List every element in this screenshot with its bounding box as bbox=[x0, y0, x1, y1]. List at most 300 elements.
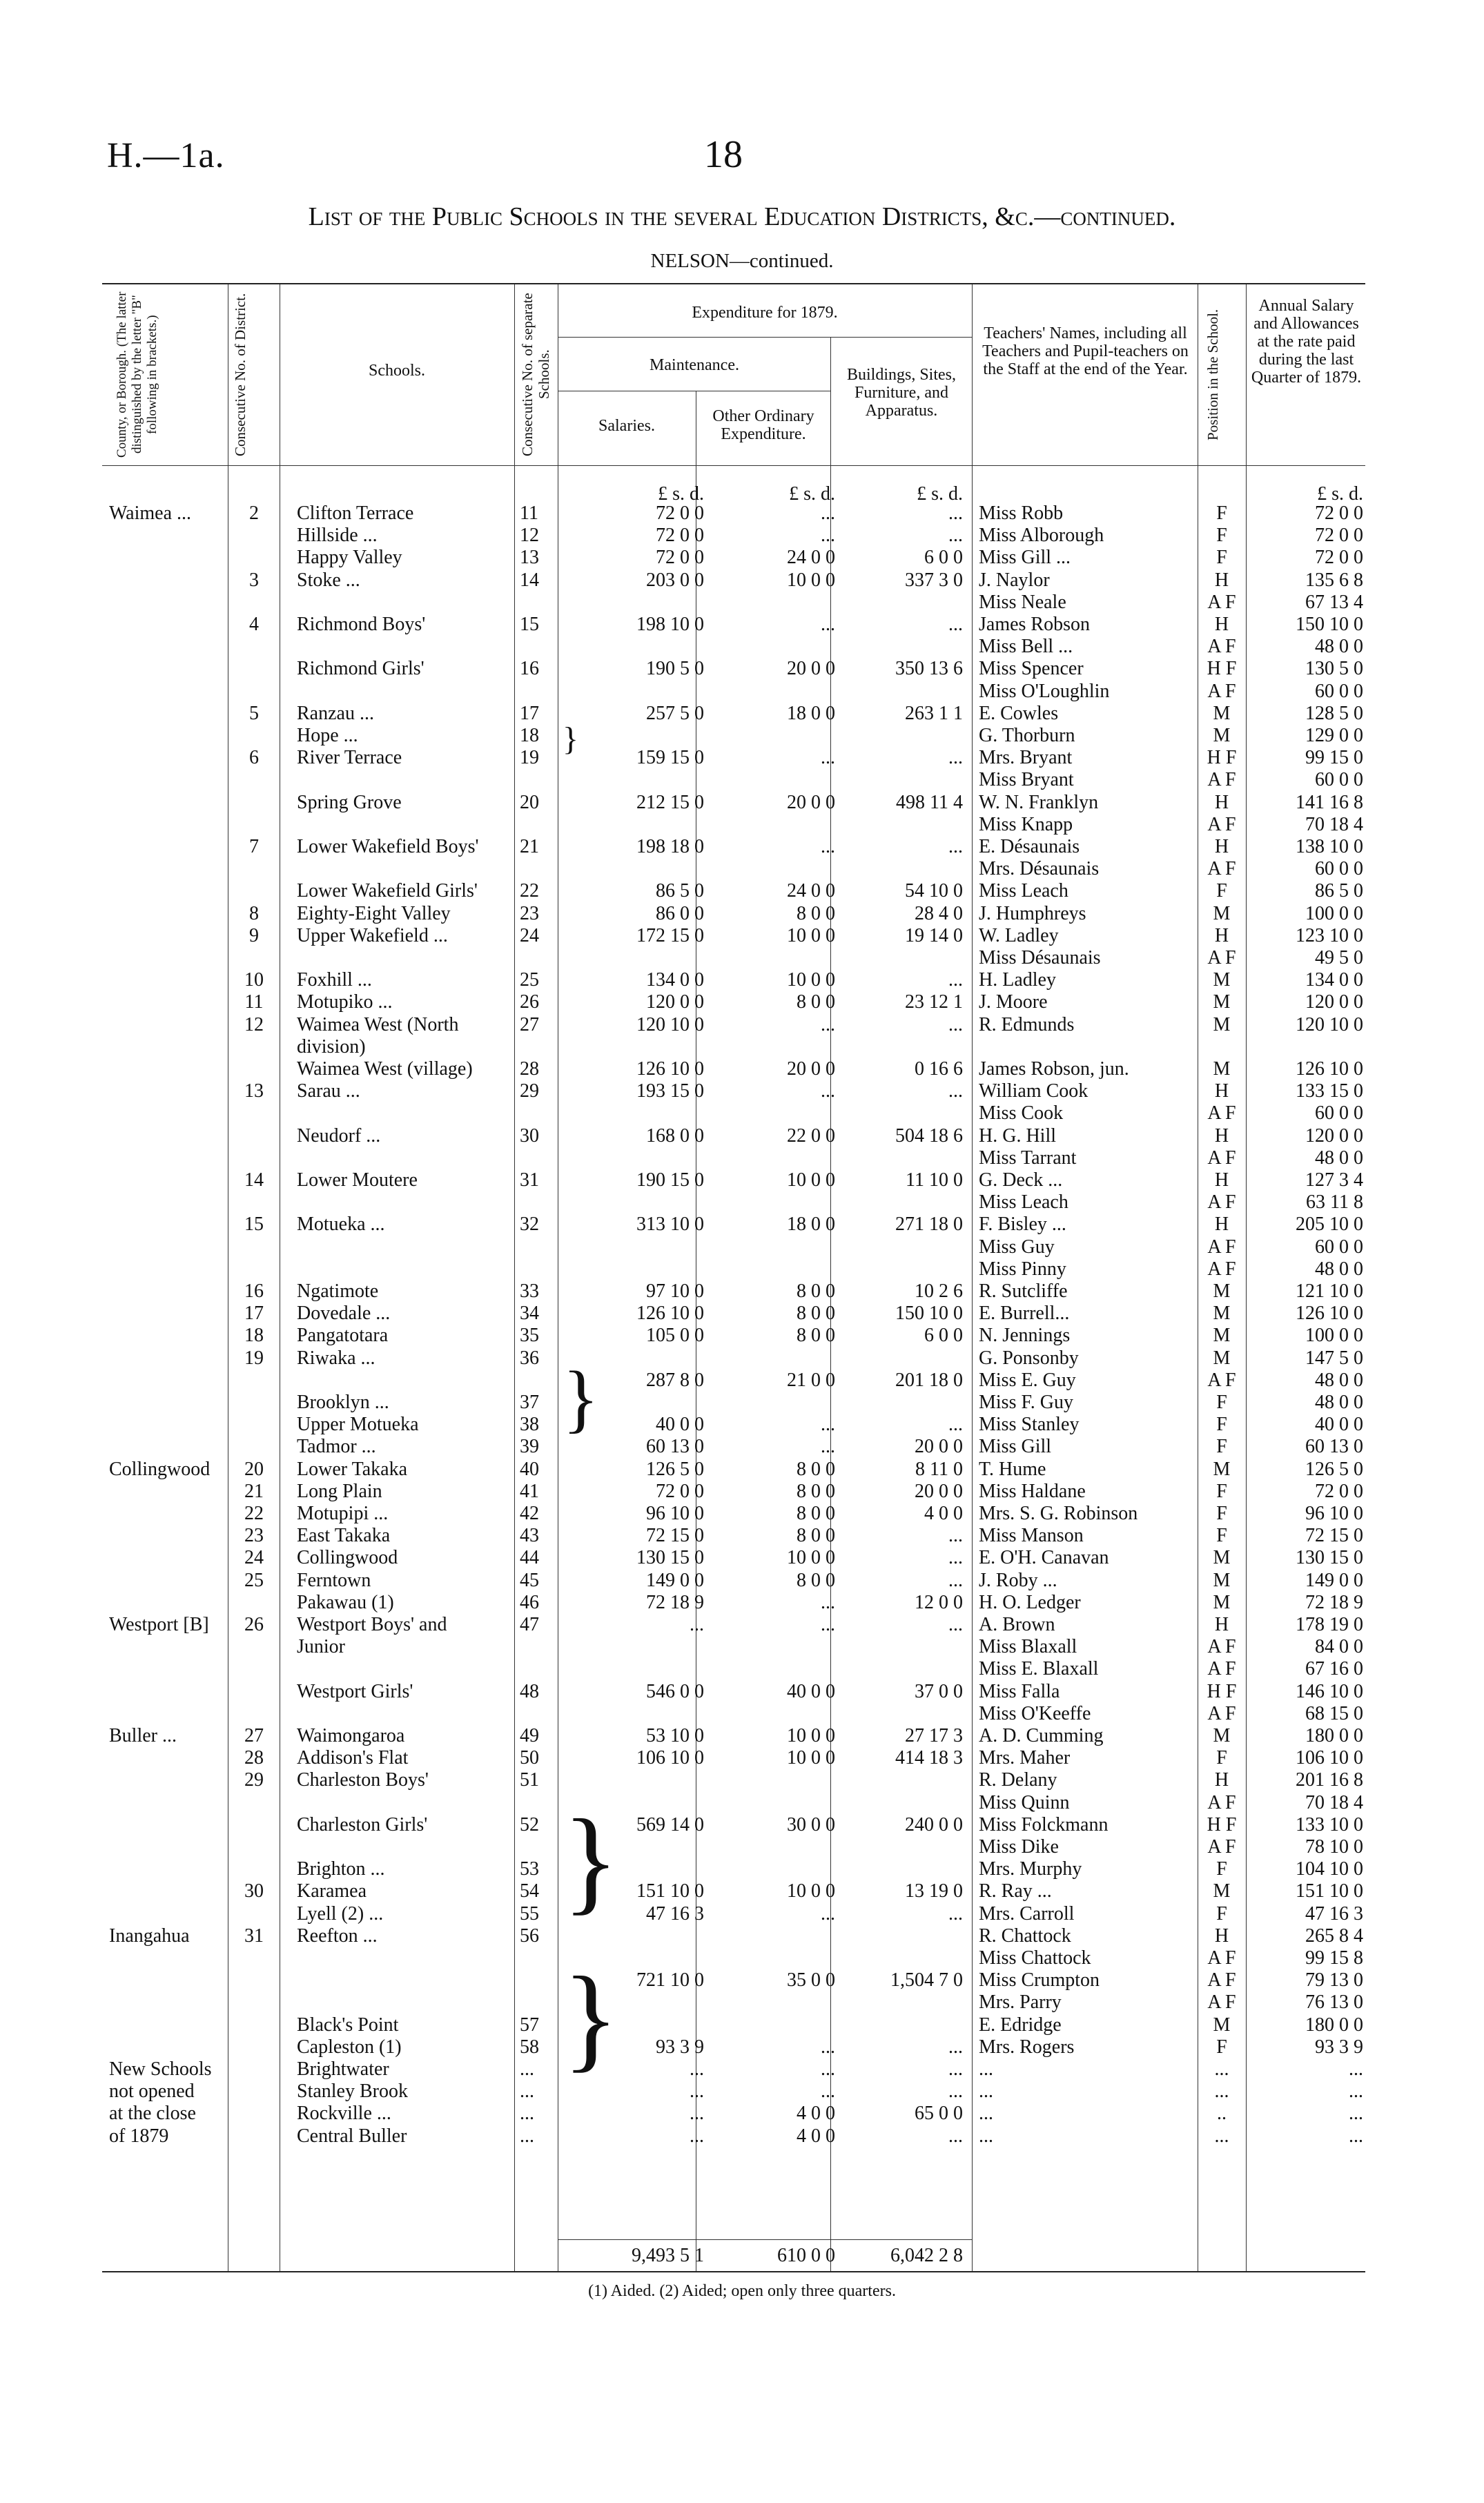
teacher-name-cell: Mrs. Désaunais bbox=[979, 858, 1100, 880]
annual-salary-cell: 60 0 0 bbox=[1315, 858, 1363, 880]
school-name-cell: Lower Wakefield Boys' bbox=[297, 836, 479, 857]
other-expenditure-cell: ... bbox=[821, 2058, 835, 2080]
district-no-cell: 25 bbox=[244, 1569, 264, 1591]
table-row bbox=[0, 1814, 1484, 1836]
other-expenditure-cell: ... bbox=[821, 836, 835, 857]
header-separate-no: Consecutive No. of separate Schools. bbox=[519, 293, 552, 456]
annual-salary-cell: 106 10 0 bbox=[1296, 1747, 1363, 1769]
table-row bbox=[0, 1169, 1484, 1191]
position-cell: A F bbox=[1207, 947, 1236, 968]
position-cell: M bbox=[1213, 1325, 1231, 1347]
table-row bbox=[0, 814, 1484, 836]
salaries-cell: 72 0 0 bbox=[656, 547, 704, 569]
salaries-cell: 60 13 0 bbox=[646, 1436, 704, 1458]
district-no-cell: 14 bbox=[244, 1169, 264, 1191]
teacher-name-cell: ... bbox=[979, 2125, 993, 2147]
county-cell: New Schools bbox=[109, 2058, 212, 2080]
annual-salary-cell: 126 5 0 bbox=[1305, 1458, 1363, 1480]
school-name-cell: division) bbox=[297, 1035, 366, 1058]
school-name-cell: Motueka ... bbox=[297, 1214, 385, 1236]
buildings-cell: 337 3 0 bbox=[905, 569, 963, 591]
header-annual: Annual Salary and Allowances at the rate paid during the last Quarter of 1879. bbox=[1251, 297, 1362, 387]
teacher-name-cell: F. Bisley ... bbox=[979, 1214, 1066, 1236]
other-expenditure-cell: ... bbox=[821, 525, 835, 547]
teacher-name-cell: Mrs. Rogers bbox=[979, 2036, 1075, 2058]
table-row bbox=[0, 525, 1484, 547]
table-row bbox=[0, 636, 1484, 658]
annual-salary-cell: 67 16 0 bbox=[1305, 1658, 1363, 1680]
teacher-name-cell: E. Edridge bbox=[979, 2014, 1062, 2036]
table-row bbox=[0, 1125, 1484, 1147]
brace-riwaka-brooklyn: } bbox=[563, 1356, 599, 1440]
other-expenditure-cell: 18 0 0 bbox=[787, 1214, 835, 1236]
salaries-cell: 72 15 0 bbox=[646, 1525, 704, 1547]
annual-salary-cell: 84 0 0 bbox=[1315, 1636, 1363, 1658]
district-no-cell: 19 bbox=[244, 1347, 264, 1369]
table-row bbox=[0, 1392, 1484, 1414]
annual-salary-cell: 79 13 0 bbox=[1305, 1969, 1363, 1991]
annual-salary-cell: 67 13 4 bbox=[1305, 591, 1363, 613]
annual-salary-cell: 60 13 0 bbox=[1305, 1436, 1363, 1458]
separate-no-cell: 27 bbox=[520, 1013, 539, 1035]
table-row bbox=[0, 1681, 1484, 1703]
school-name-cell: Motupiko ... bbox=[297, 991, 393, 1013]
annual-salary-cell: 78 10 0 bbox=[1305, 1836, 1363, 1858]
table-row bbox=[0, 1769, 1484, 1791]
teacher-name-cell: Miss Leach bbox=[979, 1191, 1068, 1214]
annual-salary-cell: 100 0 0 bbox=[1305, 1325, 1363, 1347]
annual-salary-cell: 72 0 0 bbox=[1315, 503, 1363, 524]
separate-no-cell: ... bbox=[520, 2081, 534, 2103]
buildings-cell: ... bbox=[948, 2058, 963, 2080]
separate-no-cell: 14 bbox=[520, 569, 539, 591]
school-name-cell: Lyell (2) ... bbox=[297, 1902, 384, 1925]
position-cell: M bbox=[1213, 1347, 1231, 1369]
teacher-name-cell: Miss Leach bbox=[979, 880, 1068, 902]
district-no-cell: 23 bbox=[244, 1525, 264, 1547]
teacher-name-cell: R. Edmunds bbox=[979, 1013, 1075, 1035]
district-no-cell: 10 bbox=[244, 969, 264, 991]
page-subtitle: NELSON—continued. bbox=[650, 250, 834, 272]
other-expenditure-cell: ... bbox=[821, 1436, 835, 1458]
table-row bbox=[0, 703, 1484, 725]
position-cell: M bbox=[1213, 1725, 1231, 1746]
teacher-name-cell: Mrs. Parry bbox=[979, 1991, 1062, 2014]
school-name-cell: Waimea West (village) bbox=[297, 1058, 473, 1080]
other-expenditure-cell: 21 0 0 bbox=[787, 1369, 835, 1391]
header-schools: Schools. bbox=[368, 362, 425, 380]
salaries-cell: 159 15 0 bbox=[636, 747, 704, 769]
other-expenditure-cell: 8 0 0 bbox=[797, 902, 835, 924]
teacher-name-cell: Miss Robb bbox=[979, 503, 1064, 524]
annual-salary-cell: 60 0 0 bbox=[1315, 680, 1363, 702]
table-row bbox=[0, 1703, 1484, 1725]
position-cell: F bbox=[1216, 503, 1227, 524]
school-name-cell: Ngatimote bbox=[297, 1280, 379, 1302]
salaries-cell: 120 10 0 bbox=[636, 1013, 704, 1035]
separate-no-cell: ... bbox=[520, 2125, 534, 2147]
table-bottom-rule bbox=[102, 2271, 1365, 2272]
annual-salary-cell: 40 0 0 bbox=[1315, 1414, 1363, 1436]
position-cell: ... bbox=[1214, 2081, 1229, 2103]
position-cell: F bbox=[1216, 525, 1227, 547]
salaries-cell: 40 0 0 bbox=[656, 1414, 704, 1436]
buildings-cell: ... bbox=[948, 1080, 963, 1102]
teacher-name-cell: Miss Falla bbox=[979, 1680, 1060, 1702]
other-expenditure-cell: ... bbox=[821, 1080, 835, 1102]
teacher-name-cell: James Robson, jun. bbox=[979, 1058, 1129, 1080]
teacher-name-cell: G. Thorburn bbox=[979, 725, 1075, 746]
table-row bbox=[0, 1503, 1484, 1525]
header-teachers: Teachers' Names, including all Teachers and Pupil-teachers on the Staff at the end of the Year. bbox=[982, 324, 1189, 378]
buildings-cell: 10 2 6 bbox=[915, 1280, 963, 1302]
separate-no-cell: 53 bbox=[520, 1858, 539, 1880]
position-cell: A F bbox=[1207, 813, 1236, 835]
school-name-cell: River Terrace bbox=[297, 747, 402, 769]
position-cell: H bbox=[1214, 614, 1229, 635]
teacher-name-cell: R. Delany bbox=[979, 1769, 1057, 1791]
separate-no-cell: 37 bbox=[520, 1392, 539, 1413]
school-name-cell: Addison's Flat bbox=[297, 1747, 409, 1769]
annual-salary-cell: 151 10 0 bbox=[1296, 1880, 1363, 1902]
other-expenditure-cell: ... bbox=[821, 1902, 835, 1925]
school-name-cell: Rockville ... bbox=[297, 2103, 391, 2125]
position-cell: F bbox=[1216, 1436, 1227, 1458]
table-row bbox=[0, 1903, 1484, 1925]
teacher-name-cell: E. O'H. Canavan bbox=[979, 1547, 1109, 1569]
teacher-name-cell: Mrs. Carroll bbox=[979, 1902, 1075, 1925]
school-name-cell: Long Plain bbox=[297, 1480, 382, 1502]
separate-no-cell: 25 bbox=[520, 969, 539, 991]
position-cell: M bbox=[1213, 1591, 1231, 1613]
buildings-cell: ... bbox=[948, 1525, 963, 1547]
salaries-cell: 96 10 0 bbox=[646, 1503, 704, 1524]
other-expenditure-cell: 40 0 0 bbox=[787, 1680, 835, 1702]
separate-no-cell: 30 bbox=[520, 1124, 539, 1147]
position-cell: M bbox=[1213, 1569, 1231, 1591]
annual-salary-cell: 47 16 3 bbox=[1305, 1902, 1363, 1925]
table-row bbox=[0, 1836, 1484, 1858]
school-name-cell: Charleston Boys' bbox=[297, 1769, 429, 1791]
table-row bbox=[0, 2058, 1484, 2081]
annual-salary-cell: ... bbox=[1349, 2058, 1363, 2080]
table-row bbox=[0, 1147, 1484, 1169]
annual-salary-cell: 120 0 0 bbox=[1305, 1124, 1363, 1147]
district-no-cell: 30 bbox=[244, 1880, 264, 1902]
annual-salary-cell: 120 0 0 bbox=[1305, 991, 1363, 1013]
school-name-cell: Reefton ... bbox=[297, 1925, 378, 1947]
table-row bbox=[0, 1236, 1484, 1258]
position-cell: F bbox=[1216, 1858, 1227, 1880]
district-no-cell: 17 bbox=[244, 1303, 264, 1325]
teacher-name-cell: Miss Bell ... bbox=[979, 636, 1073, 658]
buildings-cell: 11 10 0 bbox=[906, 1169, 963, 1191]
salaries-cell: 86 5 0 bbox=[656, 880, 704, 902]
salaries-cell: 53 10 0 bbox=[646, 1725, 704, 1746]
annual-salary-cell: 130 5 0 bbox=[1305, 658, 1363, 680]
separate-no-cell: 54 bbox=[520, 1880, 539, 1902]
district-no-cell: 28 bbox=[244, 1747, 264, 1769]
separate-no-cell: 58 bbox=[520, 2036, 539, 2058]
buildings-cell: 54 10 0 bbox=[905, 880, 963, 902]
table-row bbox=[0, 836, 1484, 858]
separate-no-cell: 35 bbox=[520, 1325, 539, 1347]
table-row bbox=[0, 1080, 1484, 1102]
teacher-name-cell: A. D. Cumming bbox=[979, 1725, 1104, 1746]
buildings-cell: 23 12 1 bbox=[905, 991, 963, 1013]
table-row bbox=[0, 969, 1484, 991]
other-expenditure-cell: 10 0 0 bbox=[787, 1880, 835, 1902]
salaries-cell: 105 0 0 bbox=[646, 1325, 704, 1347]
other-expenditure-cell: 10 0 0 bbox=[787, 1747, 835, 1769]
currency-header-buildings: £ s. d. bbox=[917, 483, 963, 505]
other-expenditure-cell: ... bbox=[821, 614, 835, 635]
buildings-cell: 6 0 0 bbox=[924, 547, 963, 569]
annual-salary-cell: 93 3 9 bbox=[1315, 2036, 1363, 2058]
salaries-cell: 126 5 0 bbox=[646, 1458, 704, 1480]
school-name-cell: Central Buller bbox=[297, 2125, 407, 2147]
teacher-name-cell: Miss Guy bbox=[979, 1236, 1055, 1258]
other-expenditure-cell: 20 0 0 bbox=[787, 658, 835, 680]
total-other: 610 0 0 bbox=[777, 2245, 835, 2266]
salaries-cell: 721 10 0 bbox=[636, 1969, 704, 1991]
table-row bbox=[0, 1191, 1484, 1214]
separate-no-cell: 13 bbox=[520, 547, 539, 569]
district-no-cell: 9 bbox=[249, 924, 259, 946]
other-expenditure-cell: 4 0 0 bbox=[797, 2125, 835, 2147]
position-cell: H bbox=[1214, 924, 1229, 946]
school-name-cell: Motupipi ... bbox=[297, 1503, 389, 1524]
county-cell: Buller ... bbox=[109, 1725, 177, 1746]
table-row bbox=[0, 547, 1484, 569]
other-expenditure-cell: 8 0 0 bbox=[797, 1503, 835, 1524]
position-cell: H bbox=[1214, 1169, 1229, 1191]
table-row bbox=[0, 503, 1484, 525]
annual-salary-cell: 60 0 0 bbox=[1315, 769, 1363, 791]
teacher-name-cell: ... bbox=[979, 2058, 993, 2080]
position-cell: H bbox=[1214, 1080, 1229, 1102]
table-row bbox=[0, 1725, 1484, 1747]
other-expenditure-cell: 20 0 0 bbox=[787, 1058, 835, 1080]
table-row bbox=[0, 792, 1484, 814]
teacher-name-cell: H. G. Hill bbox=[979, 1124, 1056, 1147]
other-expenditure-cell: 24 0 0 bbox=[787, 880, 835, 902]
salaries-cell: 72 0 0 bbox=[656, 525, 704, 547]
currency-header-annual: £ s. d. bbox=[1317, 483, 1363, 505]
table-row bbox=[0, 614, 1484, 636]
school-name-cell: Capleston (1) bbox=[297, 2036, 402, 2058]
annual-salary-cell: 72 0 0 bbox=[1315, 1480, 1363, 1502]
teacher-name-cell: Miss Manson bbox=[979, 1525, 1084, 1547]
teacher-name-cell: Miss E. Blaxall bbox=[979, 1658, 1099, 1680]
position-cell: H bbox=[1214, 836, 1229, 857]
position-cell: A F bbox=[1207, 1658, 1236, 1680]
annual-salary-cell: 180 0 0 bbox=[1305, 2014, 1363, 2036]
separate-no-cell: 47 bbox=[520, 1614, 539, 1635]
teacher-name-cell: Miss E. Guy bbox=[979, 1369, 1076, 1391]
position-cell: F bbox=[1216, 547, 1227, 569]
buildings-cell: ... bbox=[948, 2081, 963, 2103]
county-cell: Waimea ... bbox=[109, 503, 192, 524]
annual-salary-cell: 72 18 9 bbox=[1305, 1591, 1363, 1613]
annual-salary-cell: 138 10 0 bbox=[1296, 836, 1363, 857]
table-row bbox=[0, 2125, 1484, 2147]
teacher-name-cell: H. O. Ledger bbox=[979, 1591, 1081, 1613]
buildings-cell: ... bbox=[948, 836, 963, 857]
county-cell: Collingwood bbox=[109, 1458, 211, 1480]
school-name-cell: Collingwood bbox=[297, 1547, 398, 1569]
salaries-cell: ... bbox=[690, 2058, 704, 2080]
salaries-cell: ... bbox=[690, 2125, 704, 2147]
teacher-name-cell: R. Chattock bbox=[979, 1925, 1071, 1947]
other-expenditure-cell: 10 0 0 bbox=[787, 569, 835, 591]
salaries-cell: 546 0 0 bbox=[646, 1680, 704, 1702]
currency-header-salaries: £ s. d. bbox=[658, 483, 704, 505]
table-row bbox=[0, 681, 1484, 703]
annual-salary-cell: 60 0 0 bbox=[1315, 1102, 1363, 1124]
district-no-cell: 2 bbox=[249, 503, 259, 524]
school-name-cell: Riwaka ... bbox=[297, 1347, 375, 1369]
annual-salary-cell: 104 10 0 bbox=[1296, 1858, 1363, 1880]
school-name-cell: Richmond Boys' bbox=[297, 614, 426, 635]
position-cell: H bbox=[1214, 1769, 1229, 1791]
buildings-cell: 350 13 6 bbox=[895, 658, 963, 680]
table-row bbox=[0, 1947, 1484, 1969]
separate-no-cell: 50 bbox=[520, 1747, 539, 1769]
annual-salary-cell: 68 15 0 bbox=[1305, 1702, 1363, 1724]
teacher-name-cell: E. Burrell... bbox=[979, 1303, 1070, 1325]
other-expenditure-cell: 8 0 0 bbox=[797, 1480, 835, 1502]
district-no-cell: 11 bbox=[244, 991, 264, 1013]
teacher-name-cell: Mrs. S. G. Robinson bbox=[979, 1503, 1138, 1524]
buildings-cell: ... bbox=[948, 2125, 963, 2147]
position-cell: A F bbox=[1207, 1702, 1236, 1724]
other-expenditure-cell: 10 0 0 bbox=[787, 1547, 835, 1569]
buildings-cell: 263 1 1 bbox=[905, 702, 963, 724]
table-row bbox=[0, 1014, 1484, 1036]
annual-salary-cell: 48 0 0 bbox=[1315, 1258, 1363, 1280]
other-expenditure-cell: ... bbox=[821, 747, 835, 769]
school-name-cell: Upper Motueka bbox=[297, 1414, 419, 1436]
buildings-cell: 37 0 0 bbox=[915, 1680, 963, 1702]
table-row bbox=[0, 1481, 1484, 1503]
separate-no-cell: 26 bbox=[520, 991, 539, 1013]
teacher-name-cell: J. Humphreys bbox=[979, 902, 1086, 924]
teacher-name-cell: Mrs. Murphy bbox=[979, 1858, 1082, 1880]
annual-salary-cell: 123 10 0 bbox=[1296, 924, 1363, 946]
annual-salary-cell: 201 16 8 bbox=[1296, 1769, 1363, 1791]
district-no-cell: 3 bbox=[249, 569, 259, 591]
brace-ranzau-hope: } bbox=[563, 721, 579, 757]
position-cell: H bbox=[1214, 1925, 1229, 1947]
teacher-name-cell: G. Ponsonby bbox=[979, 1347, 1079, 1369]
brace-reefton: } bbox=[563, 1953, 619, 2083]
salaries-cell: 93 3 9 bbox=[656, 2036, 704, 2058]
separate-no-cell: 20 bbox=[520, 791, 539, 813]
teacher-name-cell: W. Ladley bbox=[979, 924, 1059, 946]
annual-salary-cell: 99 15 0 bbox=[1305, 747, 1363, 769]
separate-no-cell: 44 bbox=[520, 1547, 539, 1569]
position-cell: M bbox=[1213, 1280, 1231, 1302]
school-name-cell: Pakawau (1) bbox=[297, 1591, 394, 1613]
total-buildings: 6,042 2 8 bbox=[890, 2245, 963, 2266]
teacher-name-cell: Mrs. Bryant bbox=[979, 747, 1073, 769]
district-no-cell: 15 bbox=[244, 1214, 264, 1236]
district-no-cell: 12 bbox=[244, 1013, 264, 1035]
teacher-name-cell: J. Moore bbox=[979, 991, 1048, 1013]
table-row bbox=[0, 1280, 1484, 1303]
teacher-name-cell: J. Roby ... bbox=[979, 1569, 1057, 1591]
buildings-cell: 19 14 0 bbox=[905, 924, 963, 946]
teacher-name-cell: J. Naylor bbox=[979, 569, 1050, 591]
position-cell: A F bbox=[1207, 1147, 1236, 1169]
other-expenditure-cell: 10 0 0 bbox=[787, 924, 835, 946]
teacher-name-cell: T. Hume bbox=[979, 1458, 1046, 1480]
separate-no-cell: 49 bbox=[520, 1725, 539, 1746]
other-expenditure-cell: 30 0 0 bbox=[787, 1813, 835, 1835]
other-expenditure-cell: ... bbox=[821, 2036, 835, 2058]
buildings-cell: ... bbox=[948, 1414, 963, 1436]
teacher-name-cell: Miss Désaunais bbox=[979, 947, 1101, 968]
position-cell: M bbox=[1213, 1013, 1231, 1035]
school-name-cell: Sarau ... bbox=[297, 1080, 360, 1102]
position-cell: H F bbox=[1207, 747, 1237, 769]
position-cell: M bbox=[1213, 2014, 1231, 2036]
salaries-cell: 86 0 0 bbox=[656, 902, 704, 924]
annual-salary-cell: 86 5 0 bbox=[1315, 880, 1363, 902]
teacher-name-cell: Miss Gill bbox=[979, 1436, 1052, 1458]
school-name-cell: Spring Grove bbox=[297, 791, 402, 813]
table-row bbox=[0, 1214, 1484, 1236]
school-name-cell: Richmond Girls' bbox=[297, 658, 424, 680]
separate-no-cell: 38 bbox=[520, 1414, 539, 1436]
buildings-cell: ... bbox=[948, 1013, 963, 1035]
school-name-cell: Black's Point bbox=[297, 2014, 399, 2036]
teacher-name-cell: Miss F. Guy bbox=[979, 1392, 1074, 1413]
district-no-cell: 31 bbox=[244, 1925, 264, 1947]
buildings-cell: 201 18 0 bbox=[895, 1369, 963, 1391]
position-cell: H bbox=[1214, 1614, 1229, 1635]
school-name-cell: Westport Boys' and bbox=[297, 1614, 447, 1635]
annual-salary-cell: 135 6 8 bbox=[1305, 569, 1363, 591]
teacher-name-cell: Miss Stanley bbox=[979, 1414, 1080, 1436]
school-name-cell: Lower Takaka bbox=[297, 1458, 408, 1480]
annual-salary-cell: 265 8 4 bbox=[1305, 1925, 1363, 1947]
position-cell: F bbox=[1216, 1480, 1227, 1502]
annual-salary-cell: 48 0 0 bbox=[1315, 636, 1363, 658]
separate-no-cell: 56 bbox=[520, 1925, 539, 1947]
table-row bbox=[0, 592, 1484, 614]
annual-salary-cell: 48 0 0 bbox=[1315, 1147, 1363, 1169]
teacher-name-cell: R. Ray ... bbox=[979, 1880, 1052, 1902]
footnote: (1) Aided. (2) Aided; open only three quarters. bbox=[588, 2282, 896, 2300]
separate-no-cell: 23 bbox=[520, 902, 539, 924]
separate-no-cell: 16 bbox=[520, 658, 539, 680]
annual-salary-cell: 70 18 4 bbox=[1305, 813, 1363, 835]
position-cell: A F bbox=[1207, 1191, 1236, 1214]
other-expenditure-cell: 8 0 0 bbox=[797, 1569, 835, 1591]
salaries-cell: ... bbox=[690, 2081, 704, 2103]
header-other: Other Ordinary Expenditure. bbox=[712, 407, 814, 443]
salaries-cell: 257 5 0 bbox=[646, 702, 704, 724]
brace-charleston: } bbox=[563, 1795, 619, 1925]
table-row bbox=[0, 1058, 1484, 1080]
buildings-cell: ... bbox=[948, 1614, 963, 1635]
teacher-name-cell: H. Ladley bbox=[979, 969, 1056, 991]
separate-no-cell: 55 bbox=[520, 1902, 539, 1925]
buildings-cell: ... bbox=[948, 1569, 963, 1591]
buildings-cell: 498 11 4 bbox=[896, 791, 963, 813]
